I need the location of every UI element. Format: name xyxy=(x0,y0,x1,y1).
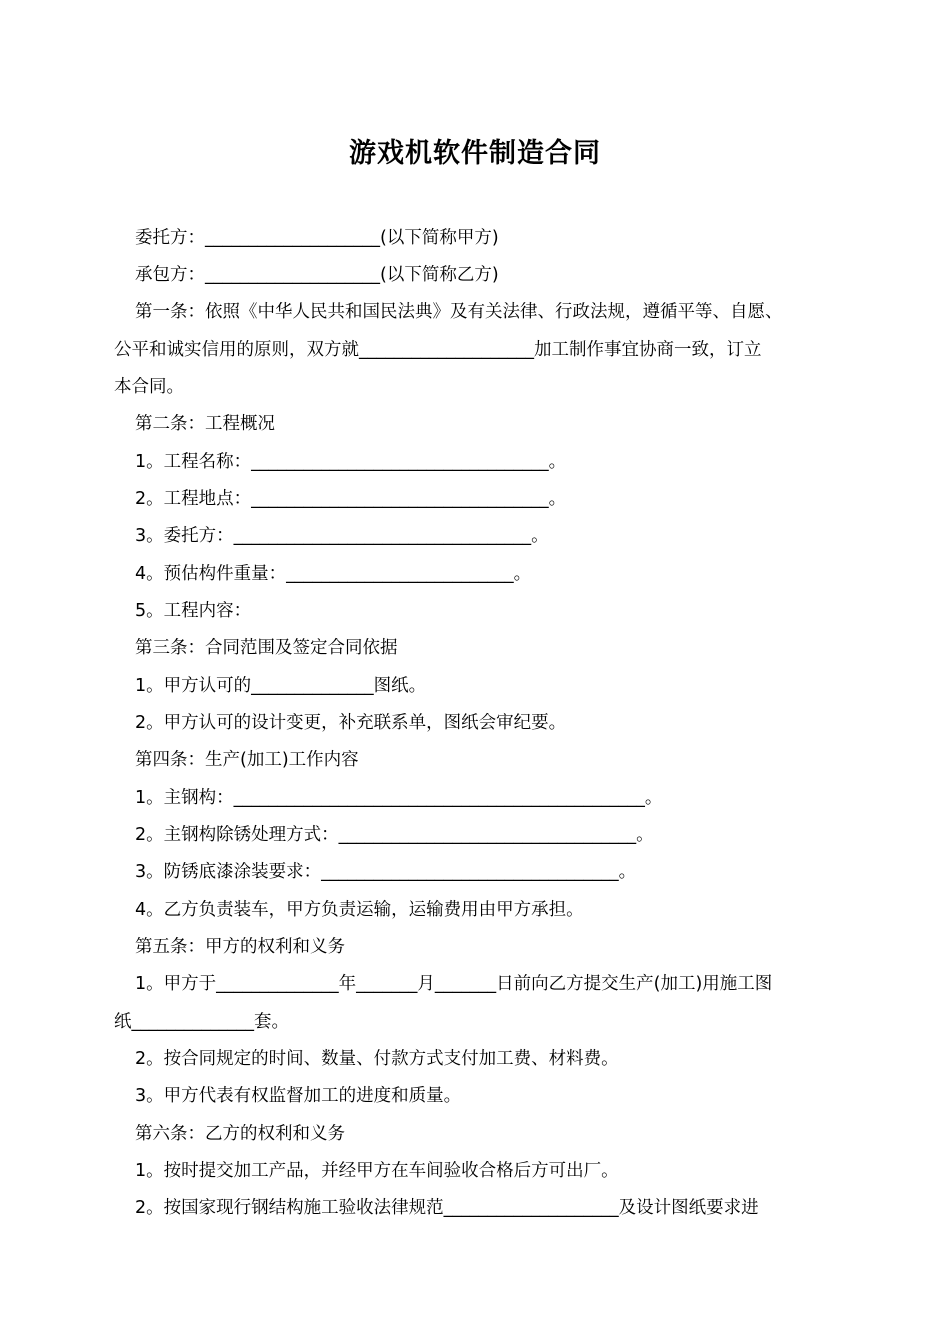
article-2-item-5: 5。工程内容： xyxy=(135,601,252,621)
article-4-item-2: 2。主钢构除锈处理方式：__________________________________。 xyxy=(135,825,654,845)
party-a-line: 委托方：____________________(以下简称甲方) xyxy=(135,228,499,248)
article-2-item-4: 4。预估构件重量：__________________________。 xyxy=(135,564,532,584)
article-4-item-4: 4。乙方负责装车，甲方负责运输，运输费用由甲方承担。 xyxy=(135,900,584,920)
article-3-item-1: 1。甲方认可的______________图纸。 xyxy=(135,676,427,696)
article-4-item-3: 3。防锈底漆涂装要求：__________________________________。 xyxy=(135,862,637,882)
article-4-item-1: 1。主钢构：_______________________________________________。 xyxy=(135,788,663,808)
party-b-line: 承包方：____________________(以下简称乙方) xyxy=(135,265,499,285)
article-3-heading: 第三条：合同范围及签定合同依据 xyxy=(135,638,398,658)
article-2-item-1: 1。工程名称：__________________________________。 xyxy=(135,452,567,472)
article-3-item-2: 2。甲方认可的设计变更，补充联系单，图纸会审纪要。 xyxy=(135,713,567,733)
article-6-item-2: 2。按国家现行钢结构施工验收法律规范____________________及设计图纸要求进 xyxy=(135,1198,759,1218)
article-5-item-1-line-1: 1。甲方于______________年_______月_______日前向乙方提交生产(加工)用施工图 xyxy=(135,974,773,994)
article-2-item-3: 3。委托方：__________________________________。 xyxy=(135,526,549,546)
article-5-item-2: 2。按合同规定的时间、数量、付款方式支付加工费、材料费。 xyxy=(135,1049,619,1069)
article-5-item-3: 3。甲方代表有权监督加工的进度和质量。 xyxy=(135,1086,462,1106)
article-1-line-3: 本合同。 xyxy=(114,377,184,397)
article-6-heading: 第六条：乙方的权利和义务 xyxy=(135,1124,345,1144)
article-5-heading: 第五条：甲方的权利和义务 xyxy=(135,937,345,957)
article-1-line-1: 第一条：依照《中华人民共和国民法典》及有关法律、行政法规，遵循平等、自愿、 xyxy=(135,302,783,322)
article-6-item-1: 1。按时提交加工产品，并经甲方在车间验收合格后方可出厂。 xyxy=(135,1161,619,1181)
article-2-heading: 第二条：工程概况 xyxy=(135,414,275,434)
document-title: 游戏机软件制造合同 xyxy=(349,138,601,169)
article-5-item-1-line-2: 纸______________套。 xyxy=(114,1012,289,1032)
article-4-heading: 第四条：生产(加工)工作内容 xyxy=(135,750,359,770)
article-2-item-2: 2。工程地点：__________________________________。 xyxy=(135,489,567,509)
article-1-line-2: 公平和诚实信用的原则，双方就____________________加工制作事宜协商一致，订立 xyxy=(114,340,762,360)
